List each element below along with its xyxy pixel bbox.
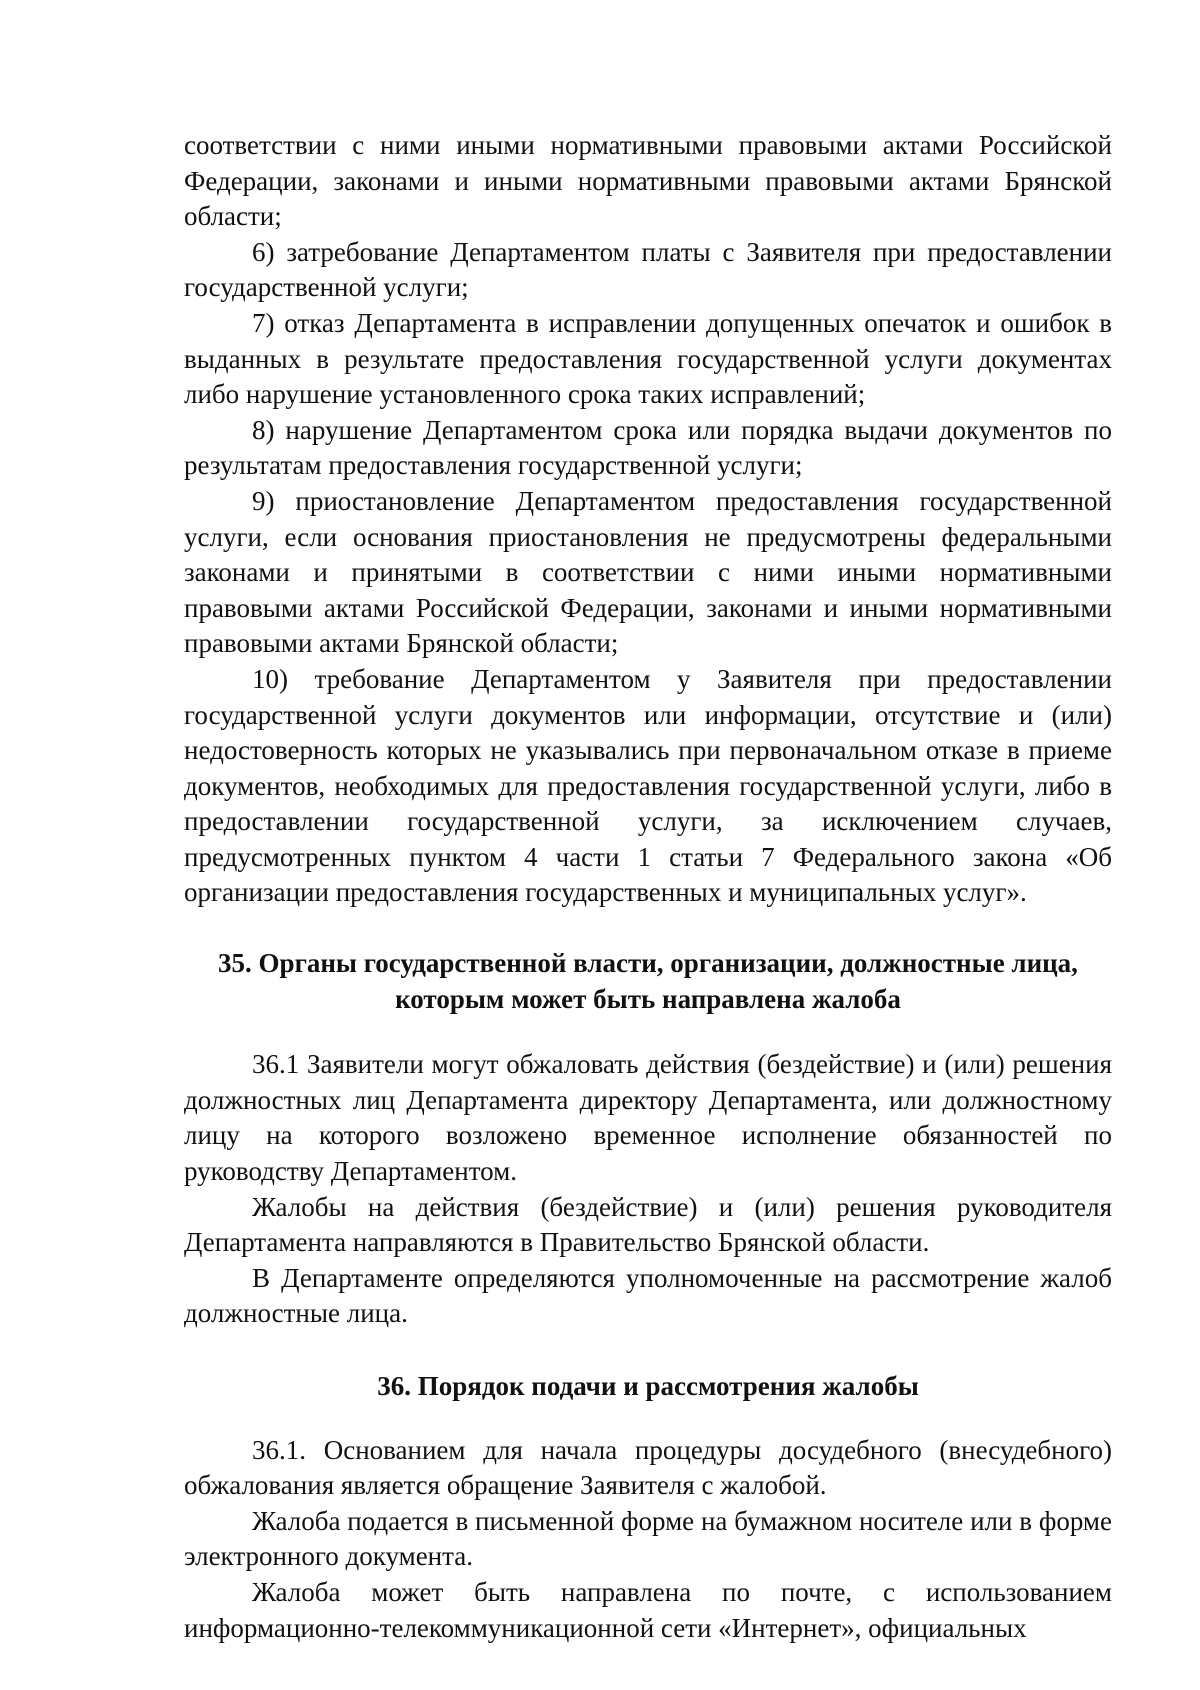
list-item-9: 9) приостановление Департаментом предоставления государственной услуги, если основания приостановления не предусмотрены федеральными законами и принятыми в соответствии с ними иными нормативными правовыми актами Российской Федерации, законами и иными нормативными правовыми актами Брянской области;	[184, 485, 1112, 659]
paragraph-continuation: соответствии с ними иными нормативными правовыми актами Российской Федерации, законами и иными нормативными правовыми актами Брянской области;	[184, 130, 1112, 232]
section-35-paragraph: Жалобы на действия (бездействие) и (или) решения руководителя Департамента направляются в Правительство Брянской области.	[184, 1191, 1112, 1258]
section-35-paragraph: В Департаменте определяются уполномоченные на рассмотрение жалоб должностные лица.	[184, 1262, 1112, 1329]
section-36-paragraph: 36.1. Основанием для начала процедуры досудебного (внесудебного) обжалования является обращение Заявителя с жалобой.	[184, 1434, 1112, 1501]
section-35-heading	[184, 946, 1112, 1017]
section-35-paragraph: 36.1 Заявители могут обжаловать действия (бездействие) и (или) решения должностных лиц Департамента директору Департамента, или должностному лицу на которого возложено временное исполнение обязанностей по руководству Департаментом.	[184, 1049, 1112, 1187]
list-item-7: 7) отказ Департамента в исправлении допущенных опечаток и ошибок в выданных в результате предоставления государственной услуги документах либо нарушение установленного срока таких исправлений;	[184, 307, 1112, 410]
list-item-8: 8) нарушение Департаментом срока или порядка выдачи документов по результатам предоставления государственной услуги;	[184, 414, 1112, 481]
list-item-6: 6) затребование Департаментом платы с Заявителя при предоставлении государственной услуги;	[184, 236, 1112, 303]
section-36-paragraph: Жалоба подается в письменной форме на бумажном носителе или в форме электронного документа.	[184, 1505, 1112, 1572]
section-36-paragraph: Жалоба может быть направлена по почте, с использованием информационно-телекоммуникационной сети «Интернет», официальных	[184, 1576, 1112, 1643]
section-35-heading-line-1: 35. Органы государственной власти, организации, должностные лица,	[218, 948, 1078, 979]
section-35-heading-line-2: которым может быть направлена жалоба	[395, 983, 901, 1014]
list-item-10: 10) требование Департаментом у Заявителя при предоставлении государственной услуги документов или информации, отсутствие и (или) недостоверность которых не указывались при первоначальном отказе в приеме документов, необходимых для предоставления государственной услуги, либо в предоставлении государственной услуги, за исключением случаев, предусмотренных пунктом 4 части 1 статьи 7 Федерального закона «Об организации предоставления государственных и муниципальных услуг».	[184, 663, 1112, 908]
section-36-heading: 36. Порядок подачи и рассмотрения жалобы	[377, 1371, 919, 1401]
document-page	[184, 128, 1112, 1646]
